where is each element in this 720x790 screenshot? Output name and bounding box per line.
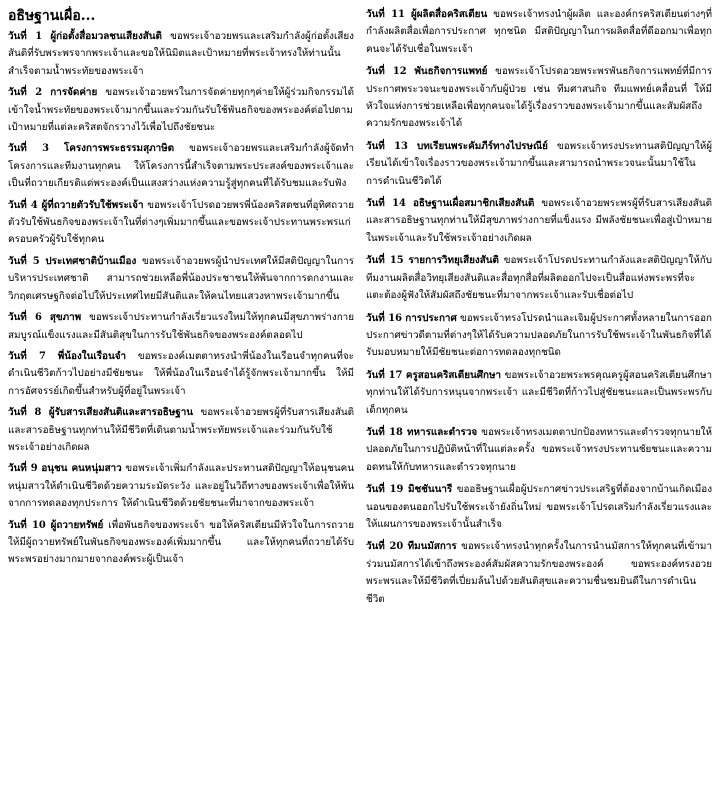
entry-heading: ทีมนมัสการ [407,541,457,553]
prayer-entry-day-14 [366,195,712,247]
entry-body: ขอพระเจ้าอวยพรในการจัดค่ายทุกๆค่ายให้ผู้ร่วมกิจกรรมได้เข้าใจน้ำพระทัยของพระเจ้ามากขึ้นและร่วมกันรับใช้พันธกิจของพระองค์ต่อไปตามเป้าหมายที่แต่ละคริสตจักรวางไว้เพื่อไปถึงชัยชนะ [8,87,354,134]
entry-heading: บทเรียนพระคัมภีร์ทางไปรษณีย์ [416,140,548,152]
entry-body: ขอพระเจ้าทรงประทานสติปัญญาให้ผู้เรียนได้เข้าใจเรื่องราวของพระเจ้ามากขึ้นและสามารถนำพระวจนะนั้นมาใช้ในการดำเนินชีวิตได้ [366,140,712,187]
entry-body: เพื่อพันธกิจของพระเจ้า ขอให้คริสเตียนมีหัวใจในการถวาย ให้มีผู้ถวายทรัพย์ในพันธกิจของพระองค์เพิ่มมากขึ้น และให้ทุกคนที่ถวายได้รับพระพรอย่างมากมายจากองค์พระผู้เป็นเจ้า [8,519,354,566]
prayer-entry-day-16 [366,310,712,362]
day-label: วันที่ 4 [8,199,38,211]
entry-body: ขอพระเจ้าอวยพรผู้ที่รับสารเสียงสันติและสารอธิษฐานทุกท่านให้มีชีวิตที่เดินตามน้ำพระทัยพระเจ้าและร่วมกันรับใช้พระเจ้าอย่างเกิดผล [8,407,354,453]
prayer-entry-day-7 [8,348,354,400]
entry-body: ขอพระเจ้าทรงนำผู้ผลิต และองค์กรคริสเตียนต่างๆที่กำลังผลิตสื่อเพื่อการประกาศ ทุกชนิด มีสติปัญญาในการผลิตสื่อที่ดีออกมาเพื่อทุกคนจะได้รับเชื่อในพระเจ้า [366,9,712,55]
day-label: วันที่ 20 [366,541,404,553]
prayer-entry-day-15 [366,252,712,304]
entry-heading: ประเทศชาติบ้านเมือง [45,255,137,267]
entry-heading: การจัดค่าย [50,87,98,99]
entry-body: ขอพระเจ้าโปรดประทานกำลังและสติปัญญาให้กับทีมงานผลิตสื่อวิทยุเสียงสันติและสื่อทุกสื่อที่ผลิตออกไปจะเป็นสื่อแห่งพระพรที่จะแตะต้องผู้ฟังให้สัมผัสถึงชัยชนะที่มาจากพระเจ้าและรับเชื่อต่อไป [366,255,712,302]
day-label: วันที่ 11 [366,9,405,20]
right-column [366,6,712,790]
entry-body: ขอพระเจ้าเพิ่มกำลังและประทานสติปัญญาให้อนุชนคนหนุ่มสาวให้ดำเนินชีวิตด้วยความระมัดระวัง และอยู่ในวิถีทางของพระเจ้าเพื่อให้พ้นจากการทดลองทุกประการ ให้ดำเนินชีวิตด้วยชัยชนะที่มาจากของพระเจ้า [8,463,354,510]
day-label: วันที่ 6 [8,312,42,324]
entry-body: ขอพระเจ้าทรงโปรดนำและเจิมผู้ประกาศทั้งหลายในการออกประกาศข่าวดีตามที่ต่างๆให้ได้รับความปลอดภัยในการรับใช้พระเจ้าในพันธกิจที่ได้รับมอบหมายให้มีชัยชนะต่อการทดลองทุกชนิด [366,312,712,359]
entry-heading: สุขภาพ [49,312,82,324]
day-label: วันที่ 5 [8,255,40,267]
prayer-entry-day-11 [366,6,712,58]
entry-body: ขอพระเจ้าโปรดอวยพรพี่น้องคริสตชนที่อุทิศถวายตัวรับใช้พันธกิจของพระเจ้าในที่ต่างๆเพิ่มมากขึ้นและขอพระเจ้าประทานพระพรแก่ครอบครัวผู้รับใช้ทุกคน [8,199,354,246]
entry-heading: ทหารและตำรวจ [407,426,478,438]
entry-heading: การประกาศ [405,312,457,324]
prayer-entry-day-20 [366,538,712,608]
entry-body: ขอพระเจ้าประทานกำลังเรี่ยวแรงใหม่ให้ทุกคนมีสุขภาพร่างกายสมบูรณ์แข็งแรงและมีสันติสุขในการรับใช้พันธกิจของพระองค์ตลอดไป [8,312,354,341]
entry-heading: มิชชันนารี [407,484,453,496]
entry-heading: ผู้รับสารเสียงสันติและสารอธิษฐาน [48,407,194,419]
entry-body: ขอพระเจ้าอวยพระพรผู้ที่รับสารเสียงสันติและสารอธิษฐานทุกท่านให้มีสุขภาพร่างกายที่แข็งแรง มีพลังชัยชนะเพื่อสู่เป้าหมายในพระเจ้าและรับใช้พระเจ้าอย่างเกิดผล [366,198,712,244]
prayer-entry-day-8 [8,404,354,456]
day-label: วันที่ 3 [8,143,49,155]
entry-body: ขอพระเจ้าอวยพรผู้นำประเทศให้มีสติปัญญาในการบริหารประเทศชาติ สามารถช่วยเหลือพี่น้องประชาชนให้พ้นจากการตกงานและวิกฤตเศรษฐกิจต่อไปให้ประเทศไทยมีสันติและให้คนไทยแสวงหาพระเจ้ามากขึ้น [8,255,354,302]
entry-body: ขออธิษฐานเผื่อผู้ประกาศข่าวประเสริฐที่ต้องจากบ้านเกิดเมืองนอนของตนออกไปรับใช้พระเจ้ายังถิ่นใหม่ ขอพระเจ้าโปรดเสริมกำลังเรี่ยวแรงและให้แผนการของพระเจ้านั้นสำเร็จ [366,484,712,530]
document-title: อธิษฐานเผื่อ... [8,8,96,24]
prayer-entry-day-10 [8,517,354,569]
day-label: วันที่ 16 [366,312,403,324]
prayer-entry-day-18 [366,424,712,476]
entry-body: ขอพระเจ้าทรงนำทุกครั้งในการนำนมัสการให้ทุกคนที่เข้ามาร่วมนมัสการได้เข้าถึงพระองค์สัมผัสความรักของพระองค์ ขอพระองค์ทรงอวยพระพรและให้มีชีวิตที่เปี่ยมล้นไปด้วยสันติสุขและความชื่นชมยินดีในการดำเนินชีวิต [366,541,712,605]
day-label: วันที่ 17 [366,369,403,381]
entry-heading: ครูสอนคริสเตียนศึกษา [405,369,502,381]
entry-heading: โครงการพระธรรมสุภาษิต [63,143,175,155]
entry-heading: ผู้ผลิตสื่อคริสเตียน [410,9,488,20]
prayer-entry-day-17 [366,367,712,419]
left-column [8,6,354,790]
entry-body: ขอพระเจ้าอวยพรและเสริมกำลังผู้จัดทำโครงการและทีมงานทุกคน ให้โครงการนี้สำเร็จตามพระประสงค์ของพระเจ้าและเป็นที่ถวายเกียรติแด่พระองค์เป็นแสงสว่างแห่งความรู้สู่ทุกคนที่ได้รับชมและรับฟัง [8,143,354,190]
prayer-entry-day-2 [8,84,354,136]
day-label: วันที่ 1 [8,31,43,42]
day-label: วันที่ 14 [366,198,406,210]
day-label: วันที่ 8 [8,407,42,419]
prayer-entry-day-4 [8,197,354,249]
day-label: วันที่ 18 [366,426,403,438]
entry-heading: ผู้ก่อตั้งสื่อมวลชนเสียงสันติ [50,31,162,42]
entry-body: ขอพระเจ้าอวยพรและเสริมกำลังผู้ก่อตั้งเสียงสันติที่รับพระพรจากพระเจ้าและขอให้นิมิตและเป้าหมายที่พระเจ้าทรงให้ท่านนั้นสำเร็จตามน้ำพระทัยของพระเจ้า [8,31,354,77]
entry-heading: พันธกิจการแพทย์ [414,66,488,78]
prayer-entry-day-13 [366,138,712,190]
prayer-entry-day-19 [366,481,712,533]
entry-body: ขอพระเจ้าทรงเมตตาปกป้องทหารและตำรวจทุกนายให้ปลอดภัยในการปฏิบัติหน้าที่ในแต่ละครั้ง ขอพระเจ้าทรงประทานชัยชนะและความอดทนให้กับทหารและตำรวจทุกนาย [366,426,712,473]
day-label: วันที่ 7 [8,350,46,362]
entry-body: ขอพระเจ้าอวยพระพรคุณครูผู้สอนคริสเตียนศึกษาทุกท่านให้ได้รับการหนุนจากพระเจ้า และมีชีวิตที่ก้าวไปสู่ชัยชนะและเป็นพระพรกับเด็กทุกคน [366,369,712,416]
entry-heading: ผู้ที่ถวายตัวรับใช้พระเจ้า [41,199,144,211]
entry-heading: อนุชน คนหนุ่มสาว [41,463,122,475]
prayer-entry-day-1 [8,28,354,80]
day-label: วันที่ 9 [8,463,38,475]
entry-heading: รายการวิทยุเสียงสันติ [408,255,499,267]
prayer-entry-day-6 [8,309,354,344]
day-label: วันที่ 19 [366,484,404,496]
entry-body: ขอพระองค์เมตตาทรงนำพี่น้องในเรือนจำทุกคนที่จะดำเนินชีวิตก้าวไปอย่างมีชัยชนะ ให้พี่น้องในเรือนจำได้รู้จักพระเจ้ามากขึ้น ให้มีการอัศจรรย์เกิดขึ้นสำหรับผู้ที่อยู่ในพระเจ้า [8,350,354,397]
prayer-entry-day-3 [8,140,354,192]
entry-heading: ผู้ถวายทรัพย์ [50,519,104,531]
entry-heading: อธิษฐานเผื่อสมาชิกเสียงสันติ [413,198,535,210]
prayer-entry-day-9 [8,460,354,512]
day-label: วันที่ 10 [8,519,46,531]
prayer-entry-day-12 [366,63,712,133]
day-label: วันที่ 2 [8,87,43,99]
day-label: วันที่ 12 [366,66,407,78]
prayer-entry-day-5 [8,253,354,305]
entry-body: ขอพระเจ้าโปรดอวยพระพรพันธกิจการแพทย์ที่มีการประกาศพระวจนะของพระเจ้ากับผู้ป่วย เช่น ทีมศาสนกิจ ทีมแพทย์เคลื่อนที่ ให้มีหัวใจแห่งการช่วยเหลือเพื่อทุกคนจะได้รู้เรื่องราวของพระเจ้ามากขึ้นและสัมผัสถึงความรักของพระเจ้าได้ [366,66,712,130]
day-label: วันที่ 15 [366,255,404,267]
day-label: วันที่ 13 [366,140,408,152]
entry-heading: พี่น้องในเรือนจำ [57,350,127,362]
